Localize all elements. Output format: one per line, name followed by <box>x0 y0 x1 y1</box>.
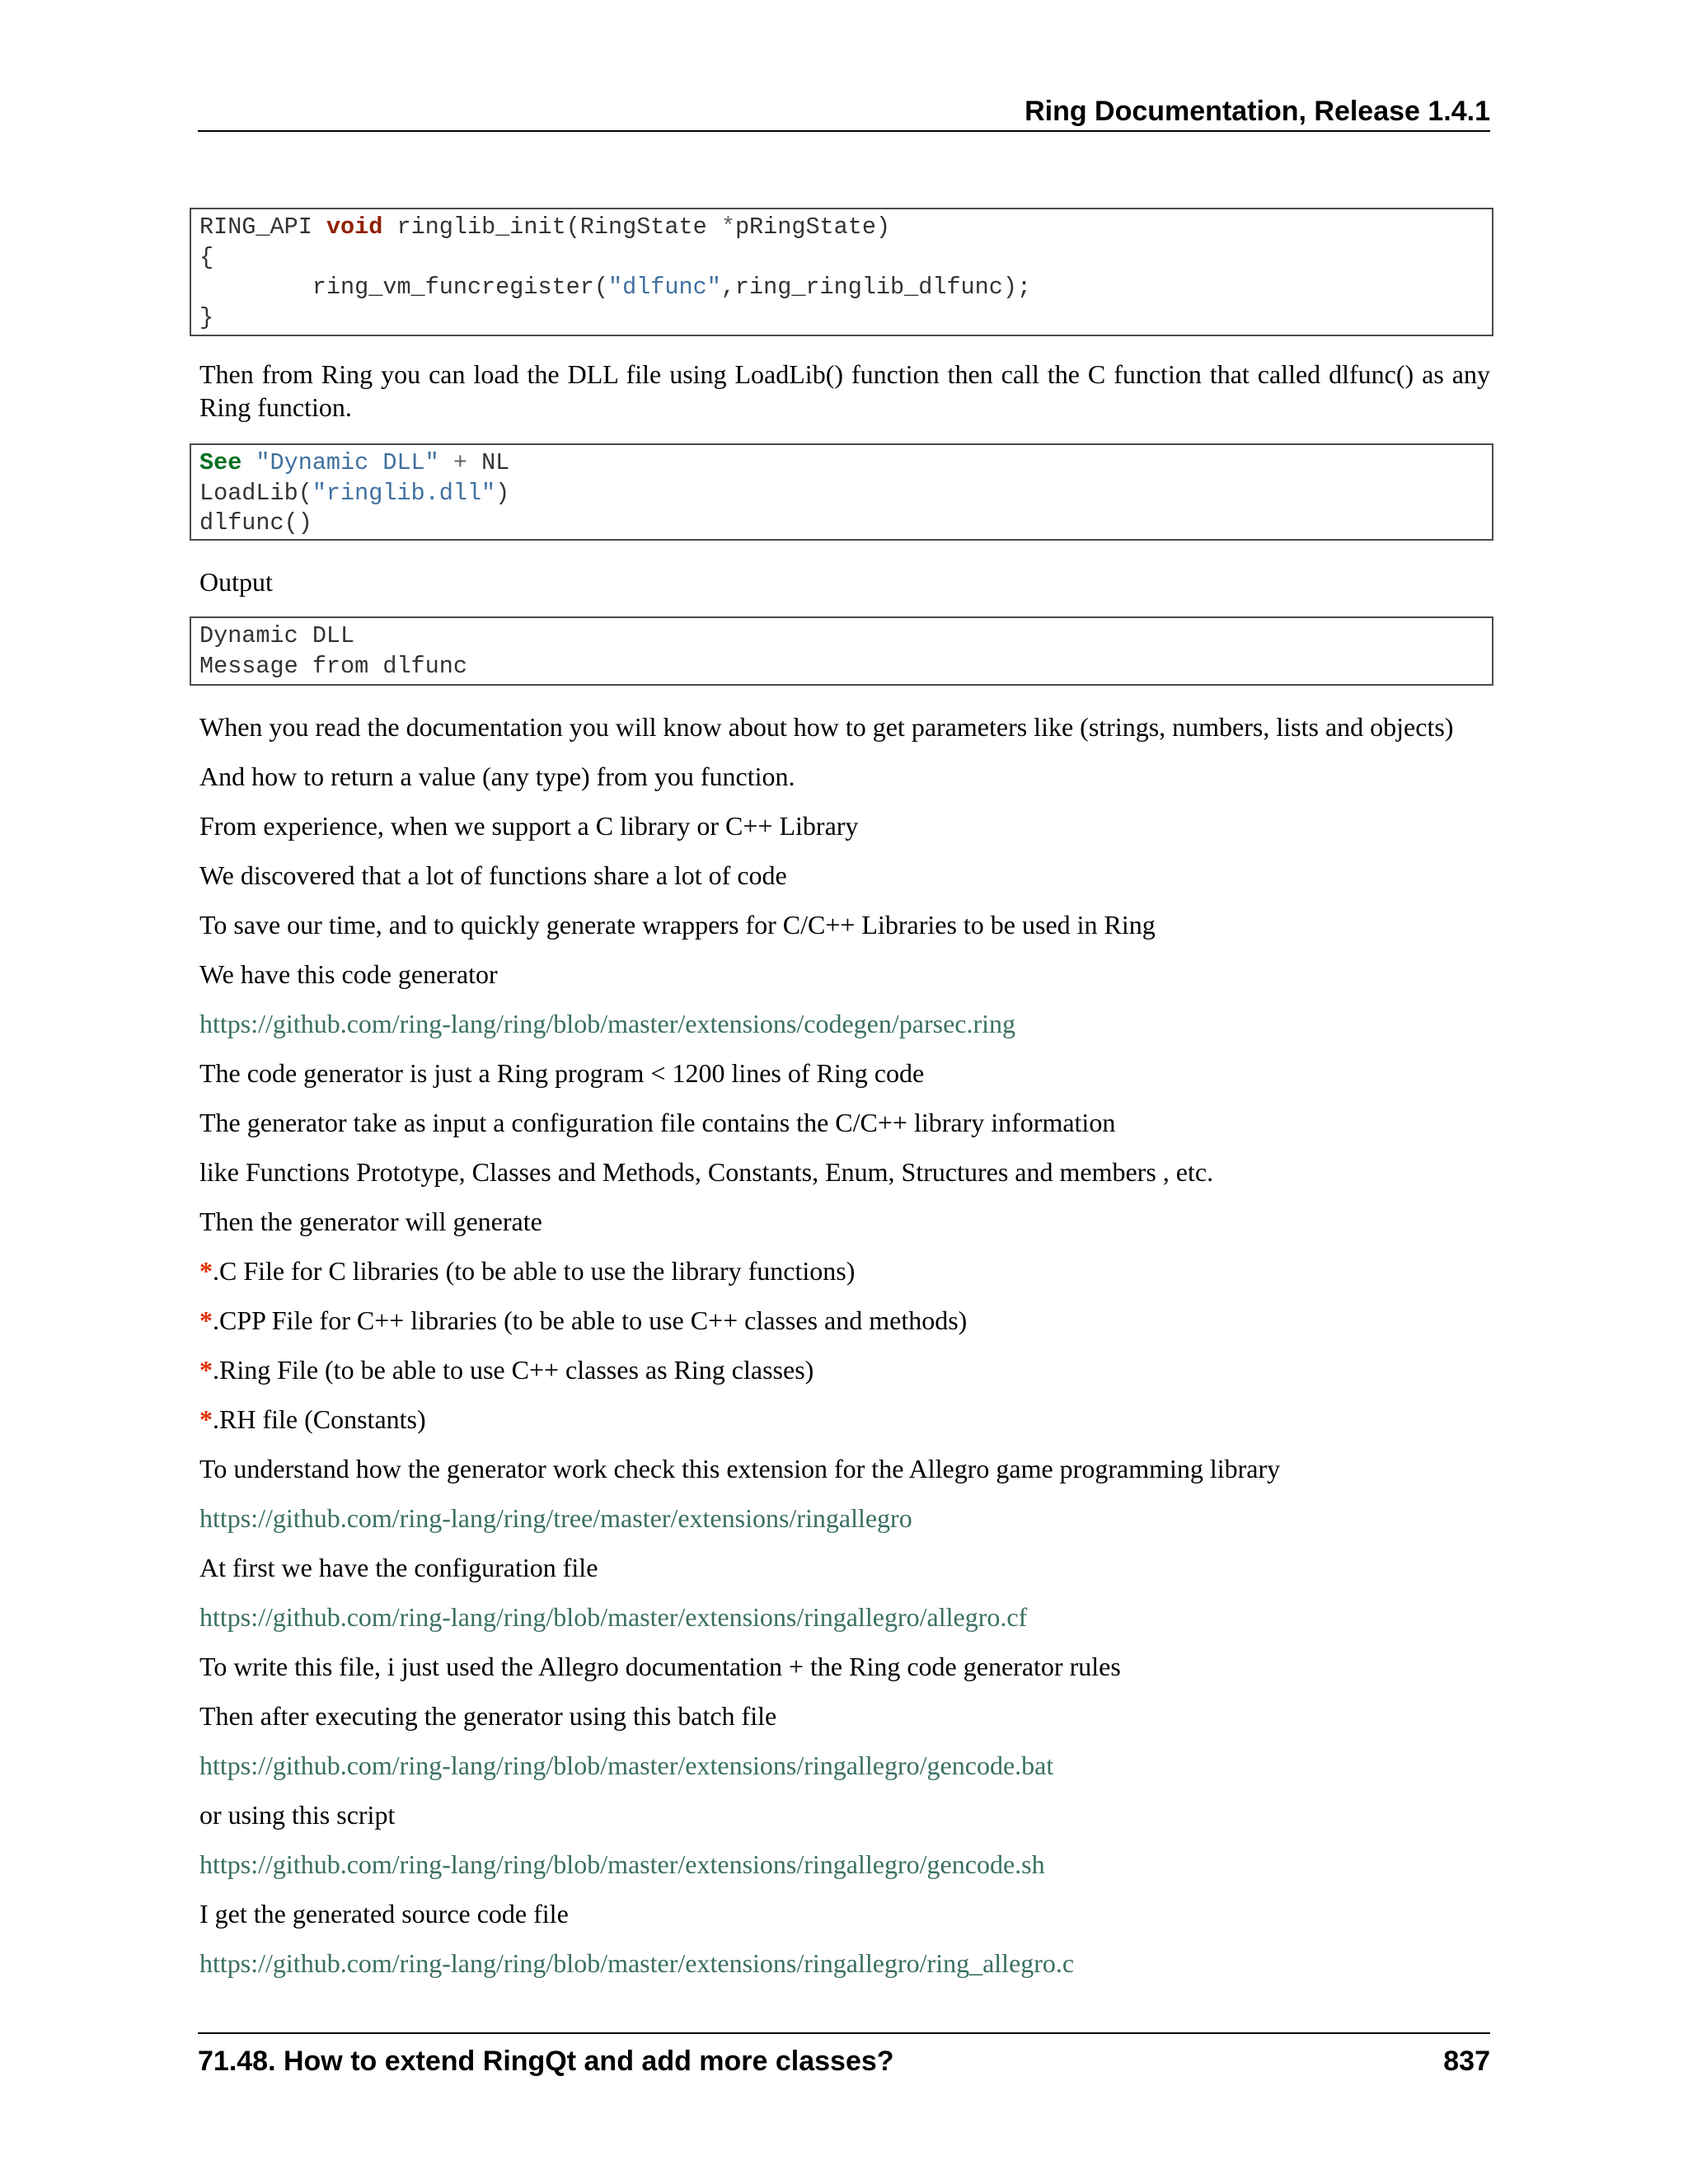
code-text: LoadLib( <box>199 479 312 507</box>
code-block-ringlib-init <box>190 208 1493 336</box>
paragraph: The generator take as input a configuration file contains the C/C++ library information <box>199 1108 1116 1137</box>
code-block-output <box>190 616 1493 686</box>
code-text: NL <box>481 449 510 476</box>
bullet-star: * <box>199 1355 213 1385</box>
paragraph: And how to return a value (any type) from you function. <box>199 762 795 791</box>
output-label: Output <box>199 567 273 597</box>
code-text: Message from dlfunc <box>199 652 467 680</box>
code-string: "dlfunc" <box>607 274 721 301</box>
link-ring-allegro-c[interactable]: https://github.com/ring-lang/ring/blob/master/extensions/ringallegro/ring_allegro.c <box>199 1948 1075 1978</box>
footer-page-number: 837 <box>1443 2046 1490 2077</box>
paragraph: From experience, when we support a C library or C++ Library <box>199 811 859 841</box>
link-parsec[interactable]: https://github.com/ring-lang/ring/blob/master/extensions/codegen/parsec.ring <box>199 1009 1016 1038</box>
code-text: { <box>199 243 214 271</box>
code-text: RING_API <box>199 213 326 241</box>
code-text: dlfunc() <box>199 509 312 537</box>
code-text: ,ring_ringlib_dlfunc); <box>720 274 1032 301</box>
code-text <box>241 449 256 476</box>
paragraph: Then the generator will generate <box>199 1207 542 1236</box>
link-ringallegro[interactable]: https://github.com/ring-lang/ring/tree/master/extensions/ringallegro <box>199 1503 912 1533</box>
bullet-item <box>199 1403 1490 1436</box>
paragraph: or using this script <box>199 1800 396 1830</box>
footer-section-title: 71.48. How to extend RingQt and add more classes? <box>198 2046 894 2077</box>
page-footer <box>198 2032 1490 2080</box>
paragraph: like Functions Prototype, Classes and Methods, Constants, Enum, Structures and members , etc. <box>199 1157 1214 1187</box>
code-text: ringlib_init(RingState <box>382 213 721 241</box>
paragraph: The code generator is just a Ring program < 1200 lines of Ring code <box>199 1058 925 1088</box>
code-block-loadlib <box>190 443 1493 541</box>
code-keyword-see: See <box>199 449 242 476</box>
code-text: ) <box>495 479 510 507</box>
bullet-star: * <box>199 1305 213 1335</box>
header-title: Ring Documentation, Release 1.4.1 <box>1025 96 1490 127</box>
code-keyword-void: void <box>326 213 383 241</box>
code-string: "ringlib.dll" <box>312 479 496 507</box>
code-operator: + <box>438 449 482 476</box>
code-operator: * <box>720 213 735 241</box>
page-header <box>198 92 1490 132</box>
bullet-text: .RH file (Constants) <box>213 1404 426 1434</box>
code-string: "Dynamic DLL" <box>256 449 439 476</box>
code-text: ring_vm_funcregister( <box>199 274 608 301</box>
paragraph: To save our time, and to quickly generate wrappers for C/C++ Libraries to be used in Ring <box>199 910 1156 940</box>
paragraph: To understand how the generator work check this extension for the Allegro game programming library <box>199 1454 1281 1483</box>
bullet-item <box>199 1254 1490 1287</box>
link-gencode-bat[interactable]: https://github.com/ring-lang/ring/blob/master/extensions/ringallegro/gencode.bat <box>199 1750 1054 1780</box>
code-text: pRingState) <box>734 213 891 241</box>
code-text: } <box>199 303 214 331</box>
paragraph: We discovered that a lot of functions share a lot of code <box>199 860 787 890</box>
paragraph: To write this file, i just used the Allegro documentation + the Ring code generator rules <box>199 1652 1121 1681</box>
bullet-text: .CPP File for C++ libraries (to be able to use C++ classes and methods) <box>213 1305 968 1335</box>
bullet-star: * <box>199 1404 213 1434</box>
paragraph: We have this code generator <box>199 959 498 989</box>
intro-paragraph: Then from Ring you can load the DLL file using LoadLib() function then call the C function that called dlfunc() as any Ring function. <box>199 359 1490 422</box>
link-gencode-sh[interactable]: https://github.com/ring-lang/ring/blob/master/extensions/ringallegro/gencode.sh <box>199 1849 1045 1879</box>
link-allegro-cf[interactable]: https://github.com/ring-lang/ring/blob/master/extensions/ringallegro/allegro.cf <box>199 1602 1028 1632</box>
bullet-item <box>199 1304 1490 1337</box>
bullet-text: .C File for C libraries (to be able to use the library functions) <box>213 1256 856 1286</box>
paragraph: When you read the documentation you will know about how to get parameters like (strings, numbers, lists and objects) <box>199 712 1454 742</box>
bullet-text: .Ring File (to be able to use C++ classes as Ring classes) <box>213 1355 814 1385</box>
bullet-item <box>199 1353 1490 1386</box>
code-text: Dynamic DLL <box>199 622 355 649</box>
paragraph: At first we have the configuration file <box>199 1553 598 1582</box>
bullet-star: * <box>199 1256 213 1286</box>
paragraph: I get the generated source code file <box>199 1899 569 1929</box>
paragraph: Then after executing the generator using this batch file <box>199 1701 777 1731</box>
